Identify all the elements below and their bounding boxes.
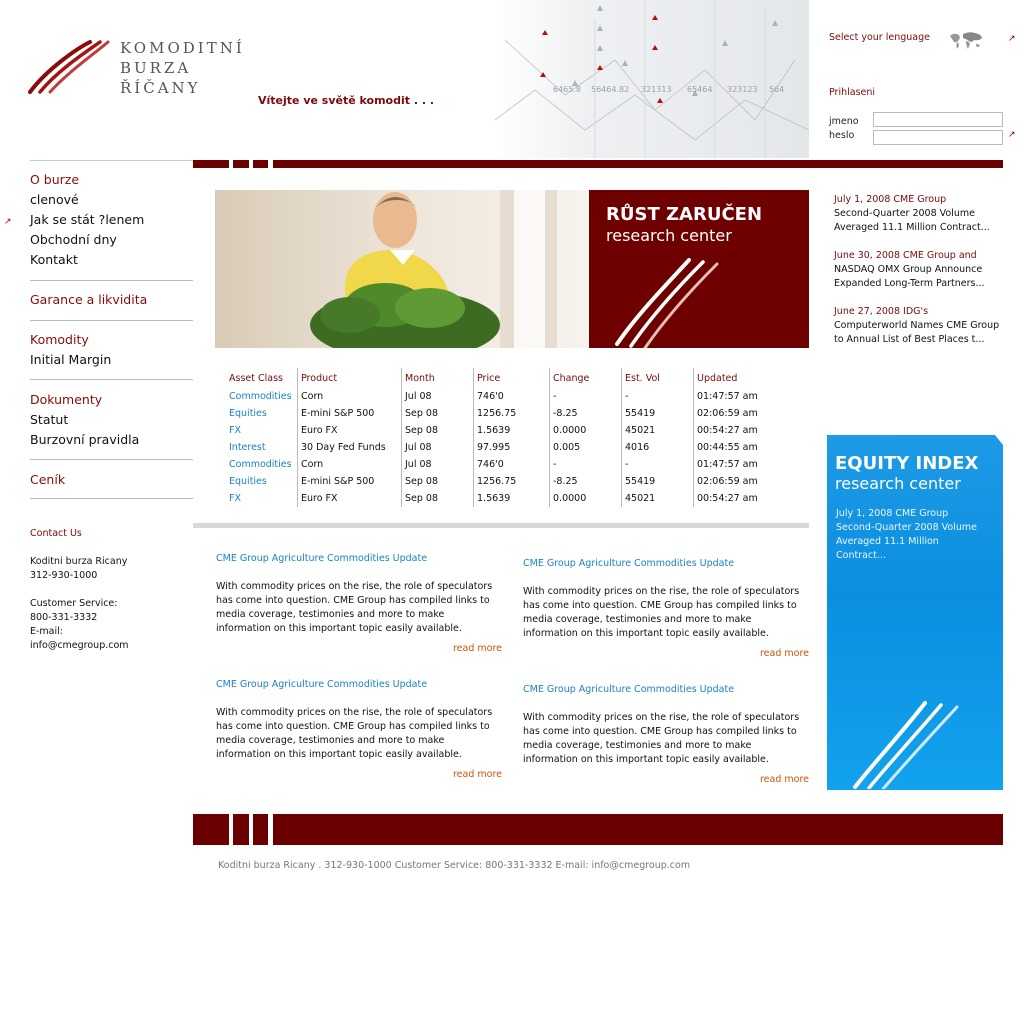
contact-email[interactable]: info@cmegroup.com bbox=[30, 640, 129, 651]
cell-updated: 01:47:57 am bbox=[694, 456, 788, 473]
table-row bbox=[226, 456, 787, 473]
right-news-date: June 27, 2008 IDG's bbox=[834, 306, 929, 317]
th-est-vol: Est. Vol bbox=[622, 368, 694, 388]
news-title[interactable]: CME Group Agriculture Commodities Update bbox=[523, 684, 735, 695]
news-item bbox=[216, 678, 502, 782]
login-title: Prihlaseni bbox=[829, 87, 876, 98]
logo-line-1: KOMODITNÍ bbox=[120, 39, 245, 57]
cell-price: 1.5639 bbox=[474, 490, 550, 507]
cell-change: - bbox=[550, 456, 622, 473]
cell-price: 1.5639 bbox=[474, 422, 550, 439]
nav-item-statut[interactable]: Statut bbox=[30, 412, 69, 427]
cell-est-vol: 4016 bbox=[622, 439, 694, 456]
cell-change: 0.0000 bbox=[550, 422, 622, 439]
cell-month: Sep 08 bbox=[402, 473, 474, 490]
logo-text[interactable] bbox=[120, 38, 245, 98]
news-title[interactable]: CME Group Agriculture Commodities Update bbox=[216, 553, 428, 564]
header-bar-block-1 bbox=[193, 160, 229, 168]
footer-bar-block-1 bbox=[193, 814, 229, 845]
cell-updated: 02:06:59 am bbox=[694, 405, 788, 422]
nav-group-cenik bbox=[30, 470, 193, 490]
cell-product: E-mini S&P 500 bbox=[298, 473, 402, 490]
login-name-label: jmeno bbox=[829, 116, 859, 127]
header-number-3: 321313 bbox=[641, 85, 672, 94]
login-name-input[interactable] bbox=[873, 112, 1003, 127]
nav-item-initial-margin[interactable]: Initial Margin bbox=[30, 352, 112, 367]
contact-cs-phone: 800-331-3332 bbox=[30, 612, 98, 623]
equity-index-banner[interactable] bbox=[827, 435, 1003, 790]
nav-item-burzovni-pravidla[interactable]: Burzovní pravidla bbox=[30, 432, 140, 447]
equity-text: July 1, 2008 CME Group Second-Quarter 2008 Volume Averaged 11.1 Million Contract... bbox=[836, 508, 977, 561]
header-number-4: 65464 bbox=[687, 85, 713, 94]
nav-item-garance-a-likvidita[interactable]: Garance a likvidita bbox=[30, 292, 148, 307]
right-news-text: Second-Quarter 2008 Volume Averaged 11.1 Million Contract... bbox=[834, 208, 990, 233]
cell-est-vol: 45021 bbox=[622, 422, 694, 439]
header-number-5: 323123 bbox=[727, 85, 758, 94]
read-more-link[interactable]: read more bbox=[452, 769, 502, 780]
nav-item-jak-se-stat-clenem[interactable]: Jak se stát ?lenem bbox=[30, 212, 145, 227]
th-price: Price bbox=[474, 368, 550, 388]
right-news-item[interactable] bbox=[834, 305, 1009, 347]
logo-line-2: BURZA bbox=[120, 59, 192, 77]
nav-divider bbox=[30, 459, 193, 460]
cell-month: Jul 08 bbox=[402, 388, 474, 405]
language-arrow-icon[interactable]: ↗ bbox=[1008, 34, 1016, 44]
right-news-item[interactable] bbox=[834, 249, 1009, 291]
cell-month: Sep 08 bbox=[402, 490, 474, 507]
footer-bar-block-3 bbox=[253, 814, 268, 845]
right-news-text: Computerworld Names CME Group to Annual List of Best Places t... bbox=[834, 320, 1000, 345]
cell-asset-class[interactable]: Equities bbox=[229, 408, 267, 419]
cell-est-vol: 55419 bbox=[622, 405, 694, 422]
nav-divider bbox=[30, 280, 193, 281]
cell-change: 0.005 bbox=[550, 439, 622, 456]
contact-block bbox=[30, 527, 129, 653]
table-row bbox=[226, 405, 787, 422]
nav-item-obchodni-dny[interactable]: Obchodní dny bbox=[30, 232, 117, 247]
cell-product: E-mini S&P 500 bbox=[298, 405, 402, 422]
nav-divider bbox=[30, 498, 193, 499]
header-bar-block-3 bbox=[253, 160, 268, 168]
header-bar-block-4 bbox=[273, 160, 1003, 168]
contact-company: Koditni burza Ricany bbox=[30, 556, 128, 567]
table-row bbox=[226, 388, 787, 405]
logo-swoosh bbox=[28, 38, 112, 94]
nav-arrow-icon: ↗ bbox=[4, 217, 12, 227]
cell-asset-class[interactable]: Commodities bbox=[229, 391, 292, 402]
equity-title: EQUITY INDEX bbox=[835, 453, 979, 474]
news-body: With commodity prices on the rise, the role of speculators has come into question. CME Group has compiled links to media coverage, testimonies and more to make information on this important topic easily available. bbox=[216, 581, 493, 634]
table-row bbox=[226, 422, 787, 439]
nav-item-kontakt[interactable]: Kontakt bbox=[30, 252, 78, 267]
nav-item-o-burze[interactable]: O burze bbox=[30, 172, 80, 187]
cell-updated: 02:06:59 am bbox=[694, 473, 788, 490]
banner-swoosh bbox=[609, 252, 729, 348]
contact-phone: 312-930-1000 bbox=[30, 570, 98, 581]
banner-title: RŮST ZARUČEN bbox=[606, 204, 763, 225]
cell-product: Euro FX bbox=[298, 490, 402, 507]
table-row bbox=[226, 473, 787, 490]
th-updated: Updated bbox=[694, 368, 788, 388]
header-market-graphic bbox=[495, 0, 809, 158]
th-asset-class: Asset Class bbox=[229, 372, 283, 384]
cell-month: Sep 08 bbox=[402, 405, 474, 422]
cell-updated: 00:44:55 am bbox=[694, 439, 788, 456]
banner-research[interactable] bbox=[589, 190, 809, 348]
news-item bbox=[216, 552, 502, 656]
cell-price: 746'0 bbox=[474, 388, 550, 405]
cell-price: 1256.75 bbox=[474, 473, 550, 490]
nav-group-komodity bbox=[30, 330, 193, 370]
header-number-2: 56464.82 bbox=[591, 85, 630, 94]
th-change: Change bbox=[550, 368, 622, 388]
login-password-input[interactable] bbox=[873, 130, 1003, 145]
table-row bbox=[226, 439, 787, 456]
nav-item-clenove[interactable]: clenové bbox=[30, 192, 79, 207]
cell-product: Euro FX bbox=[298, 422, 402, 439]
cell-change: -8.25 bbox=[550, 473, 622, 490]
news-item bbox=[523, 557, 809, 661]
nav-top-divider bbox=[30, 160, 193, 161]
nav-divider bbox=[30, 320, 193, 321]
news-title[interactable]: CME Group Agriculture Commodities Update bbox=[523, 558, 735, 569]
contact-title: Contact Us bbox=[30, 528, 82, 539]
cell-month: Sep 08 bbox=[402, 422, 474, 439]
contact-email-label: E-mail: bbox=[30, 626, 63, 637]
news-title[interactable]: CME Group Agriculture Commodities Update bbox=[216, 679, 428, 690]
cell-est-vol: 55419 bbox=[622, 473, 694, 490]
read-more-link[interactable]: read more bbox=[759, 648, 809, 659]
cell-change: 0.0000 bbox=[550, 490, 622, 507]
logo-line-3: ŘÍČANY bbox=[120, 79, 201, 97]
tagline: Vítejte ve světě komodit . . . bbox=[258, 94, 435, 107]
nav-group-garance bbox=[30, 290, 193, 310]
cell-asset-class[interactable]: FX bbox=[229, 493, 241, 504]
news-body: With commodity prices on the rise, the role of speculators has come into question. CME Group has compiled links to media coverage, testimonies and more to make information on this important topic easily available. bbox=[523, 586, 800, 639]
cell-est-vol: - bbox=[622, 388, 694, 405]
read-more-link[interactable]: read more bbox=[759, 774, 809, 785]
news-item bbox=[523, 683, 809, 787]
news-body: With commodity prices on the rise, the role of speculators has come into question. CME Group has compiled links to media coverage, testimonies and more to make information on this important topic easily available. bbox=[216, 707, 493, 760]
header-bar-block-2 bbox=[233, 160, 249, 168]
cell-updated: 00:54:27 am bbox=[694, 490, 788, 507]
nav-divider bbox=[30, 379, 193, 380]
equity-swoosh bbox=[849, 697, 969, 789]
footer-bar-block-4 bbox=[273, 814, 1003, 845]
cell-product: Corn bbox=[298, 456, 402, 473]
header-number-1: 6465.8 bbox=[553, 85, 581, 94]
nav-group-burza bbox=[30, 170, 193, 270]
news-body: With commodity prices on the rise, the role of speculators has come into question. CME Group has compiled links to media coverage, testimonies and more to make information on this important topic easily available. bbox=[523, 712, 800, 765]
market-table bbox=[226, 368, 787, 507]
nav-item-komodity[interactable]: Komodity bbox=[30, 332, 89, 347]
table-bottom-divider bbox=[193, 523, 809, 528]
cell-asset-class[interactable]: Equities bbox=[229, 476, 267, 487]
header-number-6: 564 bbox=[769, 85, 785, 94]
banner-subtitle: research center bbox=[606, 226, 732, 245]
table-row bbox=[226, 490, 787, 507]
cell-month: Jul 08 bbox=[402, 439, 474, 456]
cell-est-vol: 45021 bbox=[622, 490, 694, 507]
cell-product: 30 Day Fed Funds bbox=[298, 439, 402, 456]
contact-cs-label: Customer Service: bbox=[30, 598, 118, 609]
cell-asset-class[interactable]: FX bbox=[229, 425, 241, 436]
right-news-item[interactable] bbox=[834, 193, 1009, 235]
equity-subtitle: research center bbox=[835, 474, 961, 493]
right-news-date: July 1, 2008 CME Group bbox=[834, 194, 947, 205]
th-product: Product bbox=[298, 368, 402, 388]
login-submit-arrow-icon[interactable]: ↗ bbox=[1008, 130, 1016, 140]
cell-price: 97.995 bbox=[474, 439, 550, 456]
cell-change: -8.25 bbox=[550, 405, 622, 422]
cell-price: 1256.75 bbox=[474, 405, 550, 422]
footer-bar-block-2 bbox=[233, 814, 249, 845]
right-news-date: June 30, 2008 CME Group and bbox=[834, 250, 977, 261]
cell-change: - bbox=[550, 388, 622, 405]
world-map-icon[interactable] bbox=[948, 30, 984, 54]
cell-updated: 01:47:57 am bbox=[694, 388, 788, 405]
cell-updated: 00:54:27 am bbox=[694, 422, 788, 439]
footer-text: Koditni burza Ricany . 312-930-1000 Customer Service: 800-331-3332 E-mail: info@cmegroup.com bbox=[218, 860, 691, 871]
banner-photo bbox=[215, 190, 589, 348]
nav-item-cenik[interactable]: Ceník bbox=[30, 472, 66, 487]
nav-group-dokumenty bbox=[30, 390, 193, 450]
read-more-link[interactable]: read more bbox=[452, 643, 502, 654]
cell-month: Jul 08 bbox=[402, 456, 474, 473]
cell-product: Corn bbox=[298, 388, 402, 405]
cell-asset-class[interactable]: Commodities bbox=[229, 459, 292, 470]
nav-item-dokumenty[interactable]: Dokumenty bbox=[30, 392, 103, 407]
cell-asset-class[interactable]: Interest bbox=[229, 442, 266, 453]
cell-est-vol: - bbox=[622, 456, 694, 473]
right-news-text: NASDAQ OMX Group Announce Expanded Long-Term Partners... bbox=[834, 264, 985, 289]
cell-price: 746'0 bbox=[474, 456, 550, 473]
login-password-label: heslo bbox=[829, 130, 855, 141]
language-selector-label[interactable]: Select your lenguage bbox=[829, 32, 930, 43]
th-month: Month bbox=[402, 368, 474, 388]
